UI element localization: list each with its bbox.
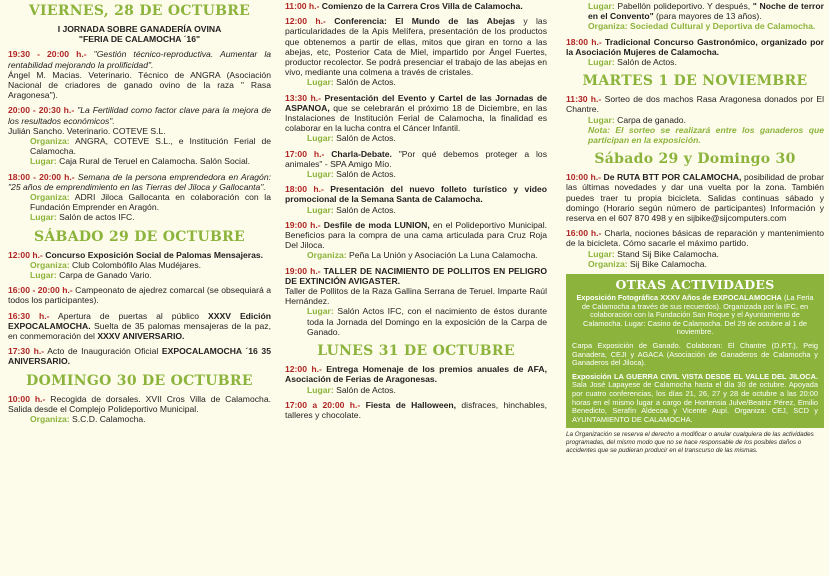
otras-item-1-body: (La Feria de Calamocha a través de sus recuerdos). Organizada por la IFC, en colaboración con la Fundación San Roque y el Ayuntamiento de Calamocha. Lugar: Casino de Calamocha. Del 29 de octubre al 1 de noviembre. xyxy=(581,293,814,337)
disclaimer: La Organización se reserva el derecho a modificar o anular cualquiera de las actividades programadas, del mismo modo que no se hace responsable de los posibles daños o accidentes que se pudieran producir en el transcurso de las mismas. xyxy=(566,431,814,454)
event-body: (para mayores de 13 años). xyxy=(653,11,762,22)
lugar-value: Salón de Actos. xyxy=(333,133,396,144)
event-note: Nota: El sorteo se realizará entre los ganaderos que participan en la exposición. xyxy=(588,124,824,146)
lugar-label: Lugar: xyxy=(307,306,334,317)
heading-sabado-domingo: Sábado 29 y Domingo 30 xyxy=(594,151,796,168)
lugar-value: Carpa de ganado. xyxy=(614,114,686,125)
event-viernes-3 xyxy=(8,172,271,223)
organiza-label: Organiza: xyxy=(307,250,347,261)
event-domingo-4 xyxy=(285,93,547,144)
event-body: Taller de Pollitos de la Raza Gallina Serrana de Teruel. Imparte Raúl Hernández. xyxy=(285,286,547,307)
otras-item-3 xyxy=(572,373,818,425)
event-sabado-2 xyxy=(8,285,271,305)
lugar-label: Lugar: xyxy=(307,169,334,180)
organiza-value: Peña La Unión y Asociación La Luna Calamocha. xyxy=(346,250,538,261)
heading-lunes: LUNES 31 DE OCTUBRE xyxy=(317,343,515,360)
heading-domingo: DOMINGO 30 DE OCTUBRE xyxy=(26,372,253,389)
lugar-label: Lugar: xyxy=(30,156,57,167)
event-time: 10:00 h.- xyxy=(8,393,46,404)
event-body: "Por qué debemos proteger a los animales" - SPA Amigo Mío. xyxy=(285,148,547,169)
event-time: 18:00 h.- xyxy=(285,184,324,195)
lugar-label: Lugar: xyxy=(588,57,615,68)
otras-item-1-title: Exposición Fotográfica XXXV Años de EXPOCALAMOCHA xyxy=(576,293,782,303)
lugar-label: Lugar: xyxy=(588,1,615,11)
event-domingo-2 xyxy=(285,1,547,11)
event-title: De RUTA BTT POR CALAMOCHA, xyxy=(600,172,742,183)
organiza-value: ADRI Jiloca Gallocanta en colaboración con la Fundación Emprender en Aragón. xyxy=(30,192,271,213)
event-time: 19:00 h.- xyxy=(285,219,321,230)
event-title: Charla-Debate. xyxy=(324,148,392,159)
event-lunes-3 xyxy=(566,1,824,32)
jornada-title xyxy=(8,24,271,44)
event-time: 18:00 - 20:00 h.- xyxy=(8,171,75,182)
event-body: Suelta de 35 palomas mensajeras de la paz, en conmemoración del xyxy=(8,320,271,342)
event-time: 12:00 h.- xyxy=(285,16,326,27)
event-viernes-1 xyxy=(8,49,271,100)
lugar-value: Pabellón polideportivo. Y después, xyxy=(614,1,753,11)
event-body: disfraces, hinchables, talleres y chocolate. xyxy=(285,399,547,420)
event-btt-2 xyxy=(566,228,824,269)
event-time: 19:00 h.- xyxy=(285,265,321,276)
lugar-label: Lugar: xyxy=(307,204,334,215)
column-1 xyxy=(8,0,271,576)
lugar-value: Caja Rural de Teruel en Calamocha. Salón Social. xyxy=(56,156,251,167)
lugar-label: Lugar: xyxy=(307,133,334,144)
organiza-value: Club Colombófilo Alas Mudéjares. xyxy=(69,259,201,270)
event-btt-1 xyxy=(566,172,824,223)
event-title: Sorteo de dos machos Rasa Aragonesa donados por El Chantre. xyxy=(566,94,824,115)
event-title: Tradicional Concurso Gastronómico, organizado por la Asociación Mujeres de Calamocha. xyxy=(566,36,824,57)
event-body: Ángel M. Macias. Veterinario. Técnico de ANGRA (Asociación Nacional de criadores de ganado ovino de la raza " Rasa Aragonesa"). xyxy=(8,69,271,101)
event-domingo-1 xyxy=(8,394,271,425)
event-title: Conferencia: El Mundo de las Abejas xyxy=(325,16,515,27)
lugar-label: Lugar: xyxy=(307,384,334,395)
event-title: Semana de la persona emprendedora en Aragón: "25 años de emprendimiento en las Tierras del Jiloca y Gallocanta". xyxy=(8,171,272,192)
lugar-label: Lugar: xyxy=(588,114,615,125)
otras-item-1 xyxy=(572,294,818,337)
event-time: 12:00 h.- xyxy=(285,364,322,375)
lugar-value: Salón de Actos. xyxy=(614,57,677,68)
event-time: 10:00 h.- xyxy=(566,172,601,183)
event-lunes-2 xyxy=(285,400,547,420)
event-domingo-6 xyxy=(285,184,547,215)
lugar-value: Stand Sij Bike Calamocha. xyxy=(614,248,719,259)
event-time: 20:00 - 20:30 h.- xyxy=(8,105,75,116)
event-domingo-8 xyxy=(285,266,547,337)
event-body: y las particularidades de la Apis Melífera, presentación de los productos que obtenemos a partir de ellas, mitos que giran en torno a las abejas, etc, Posterior Cata de Miel, impartido por Ángel Fuertes, productor recolector. Se podrá presenciar el trabajo de las abejas en vivo, mediante una colmena a través de cristales. xyxy=(285,16,548,78)
event-title: Comienzo de la Carrera Cros Villa de Calamocha. xyxy=(319,1,523,11)
event-title: Acto de Inauguración Oficial xyxy=(44,346,162,357)
lugar-value: Salón de Actos. xyxy=(333,169,396,180)
event-body: que se celebrarán el próximo 18 de Diciembre, en las Instalaciones de Institución Ferial de Calamocha, la finalidad es colaborar en la lucha contra el Cáncer Infantil. xyxy=(285,102,547,134)
event-anniversary: XXXV ANIVERSARIO. xyxy=(97,331,185,342)
lugar-label: Lugar: xyxy=(307,77,334,88)
event-edition: XXXV Edición EXPOCALAMOCHA. xyxy=(8,310,271,331)
lugar-value: Salón Actos IFC, con el nacimiento de éstos durante toda la Jornada del Domingo en la exposición de la Carpa de Ganado. xyxy=(307,306,547,337)
event-time: 17:30 h.- xyxy=(8,346,45,357)
lugar-value: Carpa de Ganado Vario. xyxy=(56,270,152,281)
event-martes-1 xyxy=(566,94,824,145)
otras-item-3-body: Sala José Lapayese de Calamocha hasta el día 30 de octubre. Apoyada por cuatro conferencias, los días 21, 26, 27 y 28 de octubre a las 20:00 horas en el mismo lugar a cargo de Hortensia Julve/Beatriz Pérez, Emilio Benedicto, Serafín Aldecoa y Vicente Aupí. Organiza: CEJ, SCD y AYUNTAMIENTO DE CALAMOCHA. xyxy=(572,380,818,424)
lugar-value: Salón de Actos. xyxy=(333,204,396,215)
event-title: Campeonato de ajedrez comarcal (se obsequiará a todos los participantes). xyxy=(8,285,271,306)
jornada-title-line2: "FERIA DE CALAMOCHA ´16" xyxy=(78,34,201,45)
organiza-value: S.C.D. Calamocha. xyxy=(69,414,146,425)
event-sabado-3 xyxy=(8,311,271,342)
event-title: " Noche de terror en el Convento" xyxy=(588,1,824,22)
event-title: Presentación del nuevo folleto turístico y video promocional de la Semana Santa de Calamocha. xyxy=(285,184,547,205)
organiza-label: Organiza: xyxy=(588,21,628,32)
otras-actividades-box xyxy=(566,274,824,428)
lugar-value: Salón de Actos. xyxy=(333,77,396,88)
event-time: 16:00 h.- xyxy=(566,228,602,239)
event-body: posibilidad de probar las últimas novedades y dar una vuelta por la zona. También puedes traer tu propia bicicleta. Salidas continuas sábado y domingo (Horario según número de participantes) Información y reserva en el 607 870 498 y en sijbike@sijcomputers.com xyxy=(566,172,824,224)
event-title: "La Fertilidad como factor clave para la mejora de los resultados económicos". xyxy=(8,105,272,126)
event-title: "Gestión técnico-reproductiva. Aumentar la rentabilidad mejorando la prolificidad". xyxy=(8,49,272,70)
event-body: en el Polideportivo Municipal. Beneficios para la compra de una cama articulada para Cruz Roja Del Jiloca. xyxy=(285,219,547,251)
event-time: 18:00 h.- xyxy=(566,36,602,47)
lugar-value: Salón de Actos. xyxy=(333,384,396,395)
lugar-label: Lugar: xyxy=(30,212,57,223)
event-title: Desfile de moda LUNION, xyxy=(320,219,430,230)
column-2 xyxy=(285,0,547,576)
organiza-label: Organiza: xyxy=(30,414,70,425)
event-time: 16:00 - 20:00 h.- xyxy=(8,285,73,296)
event-time: 17:00 a 20:00 h.- xyxy=(285,399,361,410)
event-lunes-1 xyxy=(285,364,547,395)
event-title: Presentación del Evento y Cartel de las Jornadas de ASPANOA, xyxy=(285,92,547,113)
organiza-value: Sociedad Cultural y Deportiva de Calamocha. xyxy=(627,21,816,32)
event-sabado-1 xyxy=(8,250,271,281)
event-title: Apertura de puertas al público xyxy=(49,310,209,321)
event-sabado-4 xyxy=(8,346,271,366)
heading-sabado: SÁBADO 29 DE OCTUBRE xyxy=(33,228,246,245)
organiza-value: Sij Bike Calamocha. xyxy=(627,258,707,269)
organiza-value: ANGRA, COTEVE S.L., e Institución Ferial de Calamocha. xyxy=(30,136,271,157)
organiza-label: Organiza: xyxy=(30,259,70,270)
heading-viernes: VIERNES, 28 DE OCTUBRE xyxy=(28,3,251,19)
otras-actividades-title: OTRAS ACTIVIDADES xyxy=(615,277,775,293)
otras-item-3-title: Exposición LA GUERRA CIVIL VISTA DESDE EL VALLE DEL JILOCA. xyxy=(572,371,818,381)
event-time: 12:00 h.- xyxy=(8,249,43,260)
event-edition: EXPOCALAMOCHA ´16 35 ANIVERSARIO. xyxy=(8,346,271,367)
event-domingo-7 xyxy=(285,220,547,261)
event-domingo-5 xyxy=(285,149,547,180)
event-time: 19:30 - 20:00 h.- xyxy=(8,49,87,60)
event-time: 13:30 h.- xyxy=(285,92,321,103)
event-title: Entrega Homenaje de los premios anuales de AFA, Asociación de Ferias de Aragonesas. xyxy=(285,364,547,385)
event-time: 11:00 h.- xyxy=(285,1,320,11)
lugar-label: Lugar: xyxy=(30,270,57,281)
event-title: Recogida de dorsales. XVII Cros Villa de Calamocha. Salida desde el Complejo Polideportivo Municipal. xyxy=(8,393,271,414)
organiza-label: Organiza: xyxy=(588,258,628,269)
event-title: Charla, nociones básicas de reparación y mantenimiento de la bicicleta. Cómo sacarle el máximo partido. xyxy=(566,228,824,249)
organiza-label: Organiza: xyxy=(30,192,70,203)
jornada-title-line1: I JORNADA SOBRE GANADERÍA OVINA xyxy=(57,24,222,34)
lugar-label: Lugar: xyxy=(588,248,615,259)
organiza-label: Organiza: xyxy=(30,136,70,147)
event-title: TALLER DE NACIMIENTO DE POLLITOS EN PELIGRO DE EXTINCIÓN AVIGASTER. xyxy=(285,265,547,286)
event-title: Fiesta de Halloween, xyxy=(360,399,457,410)
event-time: 17:00 h.- xyxy=(285,148,325,159)
column-3 xyxy=(566,0,824,576)
event-lunes-4 xyxy=(566,37,824,68)
event-viernes-2 xyxy=(8,105,271,166)
event-title: Concurso Exposición Social de Palomas Mensajeras. xyxy=(42,249,264,260)
heading-martes: MARTES 1 DE NOVIEMBRE xyxy=(582,73,808,90)
event-domingo-3 xyxy=(285,16,547,87)
otras-item-2: Carpa Exposición de Ganado. Colaboran: El Chantre (D.P.T.), Peig Ganadera, CEJI y AGACA (Asociación de Ganaderos de Calamocha y Ganaderos del Jiloca). xyxy=(572,341,818,368)
lugar-value: Salón de actos IFC. xyxy=(56,212,135,223)
event-time: 11:30 h.- xyxy=(566,94,602,105)
event-time: 16:30 h.- xyxy=(8,310,50,321)
event-body: Julián Sancho. Veterinario. COTEVE S.L. xyxy=(8,125,166,136)
